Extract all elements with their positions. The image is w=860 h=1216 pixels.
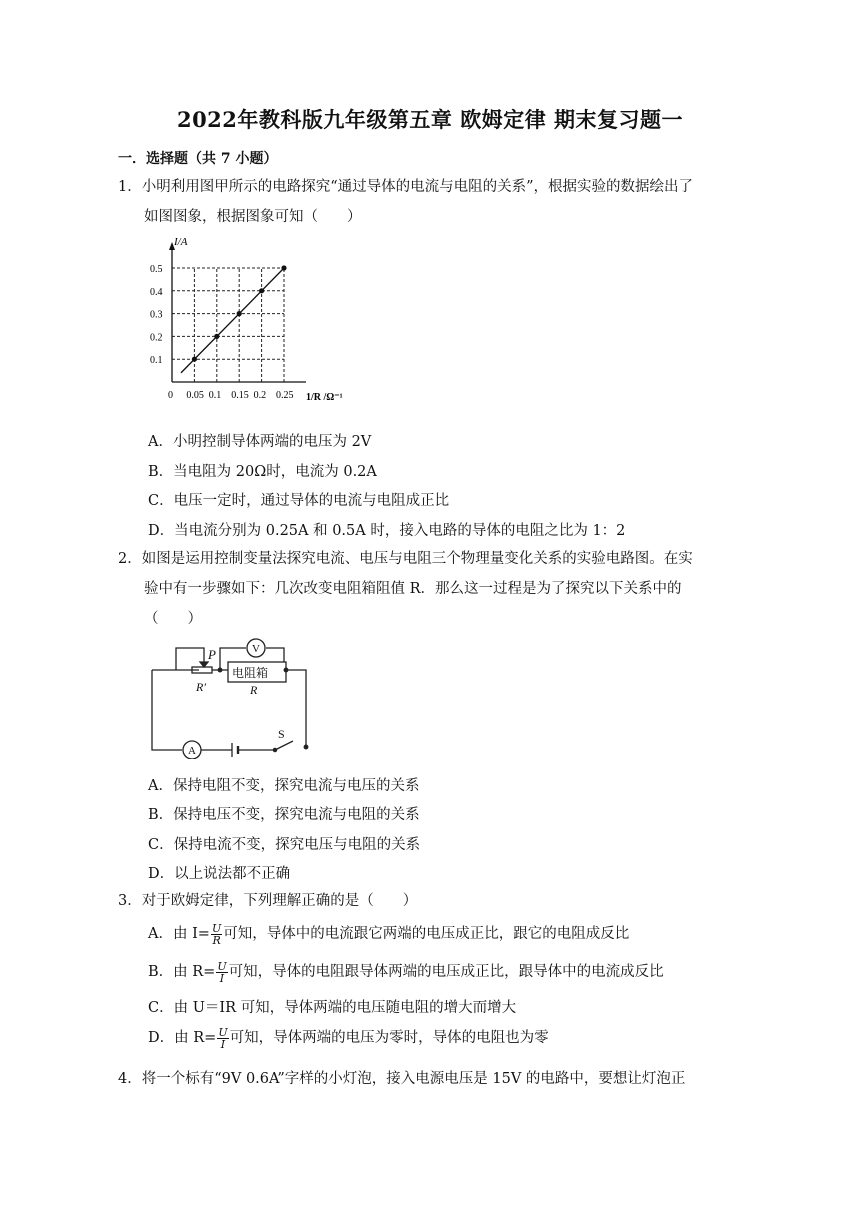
q3-option-b[interactable] — [148, 960, 664, 984]
q1-option-d[interactable]: D．当电流分别为 0.25A 和 0.5A 时，接入电路的导体的电阻之比为 1：2 — [148, 523, 626, 539]
x-tick-label: 0.15 — [231, 390, 249, 401]
series-line — [181, 268, 284, 373]
y-tick-label: 0.2 — [150, 332, 163, 344]
junction-dot — [218, 668, 222, 672]
question-2-line-3: （ ） — [144, 611, 202, 627]
q3-option-d-fraction — [217, 1027, 228, 1050]
rheostat-label: R′ — [196, 680, 206, 694]
q3-option-d-prefix: D．由 R= — [148, 1030, 217, 1046]
question-1-line-1: 1．小明利用图甲所示的电路探究“通过导体的电流与电阻的关系”，根据实验的数据绘出了 — [118, 179, 694, 195]
q3-option-d[interactable] — [148, 1026, 549, 1050]
question-2-line-2: 验中有一步骤如下：几次改变电阻箱阻值 R．那么这一过程是为了探究以下关系中的 — [144, 581, 682, 597]
q3-option-d-text: 可知，导体两端的电压为零时，导体的电阻也为零 — [229, 1030, 549, 1046]
resistance-box-label: 电阻箱 — [232, 666, 269, 680]
chart-series — [181, 265, 287, 372]
q2-option-d[interactable]: D．以上说法都不正确 — [148, 866, 291, 882]
question-2-line-1: 2．如图是运用控制变量法探究电流、电压与电阻三个物理量变化关系的实验电路图。在实 — [118, 551, 693, 567]
switch-contact — [304, 745, 308, 749]
ammeter-label: A — [188, 745, 196, 757]
wire-left-bottom — [152, 670, 182, 750]
data-point — [237, 311, 242, 316]
page-title: 2022年教科版九年级第五章 欧姆定律 期末复习题一 — [176, 107, 684, 132]
voltmeter-wire-right — [266, 648, 284, 662]
q3-option-a-prefix: A．由 I= — [148, 926, 210, 942]
q3-option-b-fraction — [216, 961, 227, 984]
q3-option-a[interactable] — [148, 922, 629, 946]
question-3-stem: 3．对于欧姆定律，下列理解正确的是（ ） — [118, 893, 418, 909]
voltmeter-label: V — [252, 643, 260, 655]
question-1 — [118, 172, 742, 232]
question-2 — [118, 544, 742, 634]
question-1-line-2: 如图图象，根据图象可知（ ） — [144, 209, 362, 225]
fraction-denominator: R — [212, 933, 221, 947]
chart-x-label: 1/R /Ω⁻¹ — [306, 392, 343, 403]
resistance-box-r-label: R — [250, 683, 258, 697]
x-tick-label: 0.1 — [208, 390, 222, 401]
data-point — [214, 334, 219, 339]
data-point — [259, 288, 264, 293]
junction-dot — [284, 668, 288, 672]
section-heading: 一．选择题（共 7 小题） — [118, 151, 278, 167]
question-4-line-1: 4．将一个标有“9V 0.6A”字样的小灯泡，接入电源电压是 15V 的电路中，要想让灯泡正 — [118, 1071, 686, 1087]
x-tick-label: 0.05 — [186, 390, 204, 401]
question-3 — [118, 886, 742, 916]
fraction-numerator: U — [217, 959, 227, 973]
q2-option-c[interactable]: C．保持电流不变，探究电压与电阻的关系 — [148, 837, 421, 853]
slider-arrow — [200, 662, 208, 667]
y-tick-label: 0.5 — [150, 264, 163, 275]
fraction-numerator: U — [218, 1025, 228, 1039]
switch-blade — [275, 741, 293, 750]
q2-option-a[interactable]: A．保持电阻不变，探究电流与电压的关系 — [148, 778, 420, 794]
chart-y-label: I/A — [174, 236, 188, 248]
question-4 — [118, 1064, 742, 1094]
q2-option-b[interactable]: B．保持电压不变，探究电流与电阻的关系 — [148, 807, 420, 823]
q3-option-c[interactable]: C．由 U＝IR 可知，导体两端的电压随电阻的增大而增大 — [148, 1000, 517, 1016]
q3-option-b-prefix: B．由 R= — [148, 964, 216, 980]
y-tick-label: 0.1 — [150, 355, 163, 367]
fraction-numerator: U — [211, 921, 222, 935]
circuit-diagram — [146, 634, 326, 759]
fraction-denominator: I — [219, 971, 225, 985]
data-point — [281, 265, 286, 270]
q1-option-b[interactable]: B．当电阻为 20Ω时，电流为 0.2A — [148, 464, 377, 480]
x-tick-label: 0.2 — [253, 390, 267, 401]
q3-option-a-fraction — [211, 923, 222, 946]
q1-option-a[interactable]: A．小明控制导体两端的电压为 2V — [148, 434, 372, 450]
data-point — [192, 357, 197, 362]
switch-label: S — [278, 727, 285, 741]
x-tick-label: 0 — [168, 390, 173, 401]
fraction-denominator: I — [220, 1037, 226, 1051]
slider-label: P — [208, 647, 216, 662]
q1-option-c[interactable]: C．电压一定时，通过导体的电流与电阻成正比 — [148, 493, 450, 509]
q3-option-a-text: 可知，导体中的电流跟它两端的电压成正比，跟它的电阻成反比 — [223, 926, 630, 942]
q3-option-b-text: 可知，导体的电阻跟导体两端的电压成正比，跟导体中的电流成反比 — [228, 964, 664, 980]
current-vs-reciprocal-resistance-chart — [140, 228, 370, 413]
wire-right — [286, 670, 306, 746]
y-tick-label: 0.4 — [150, 286, 163, 298]
y-tick-label: 0.3 — [150, 309, 163, 321]
x-tick-label: 0.25 — [276, 390, 294, 401]
